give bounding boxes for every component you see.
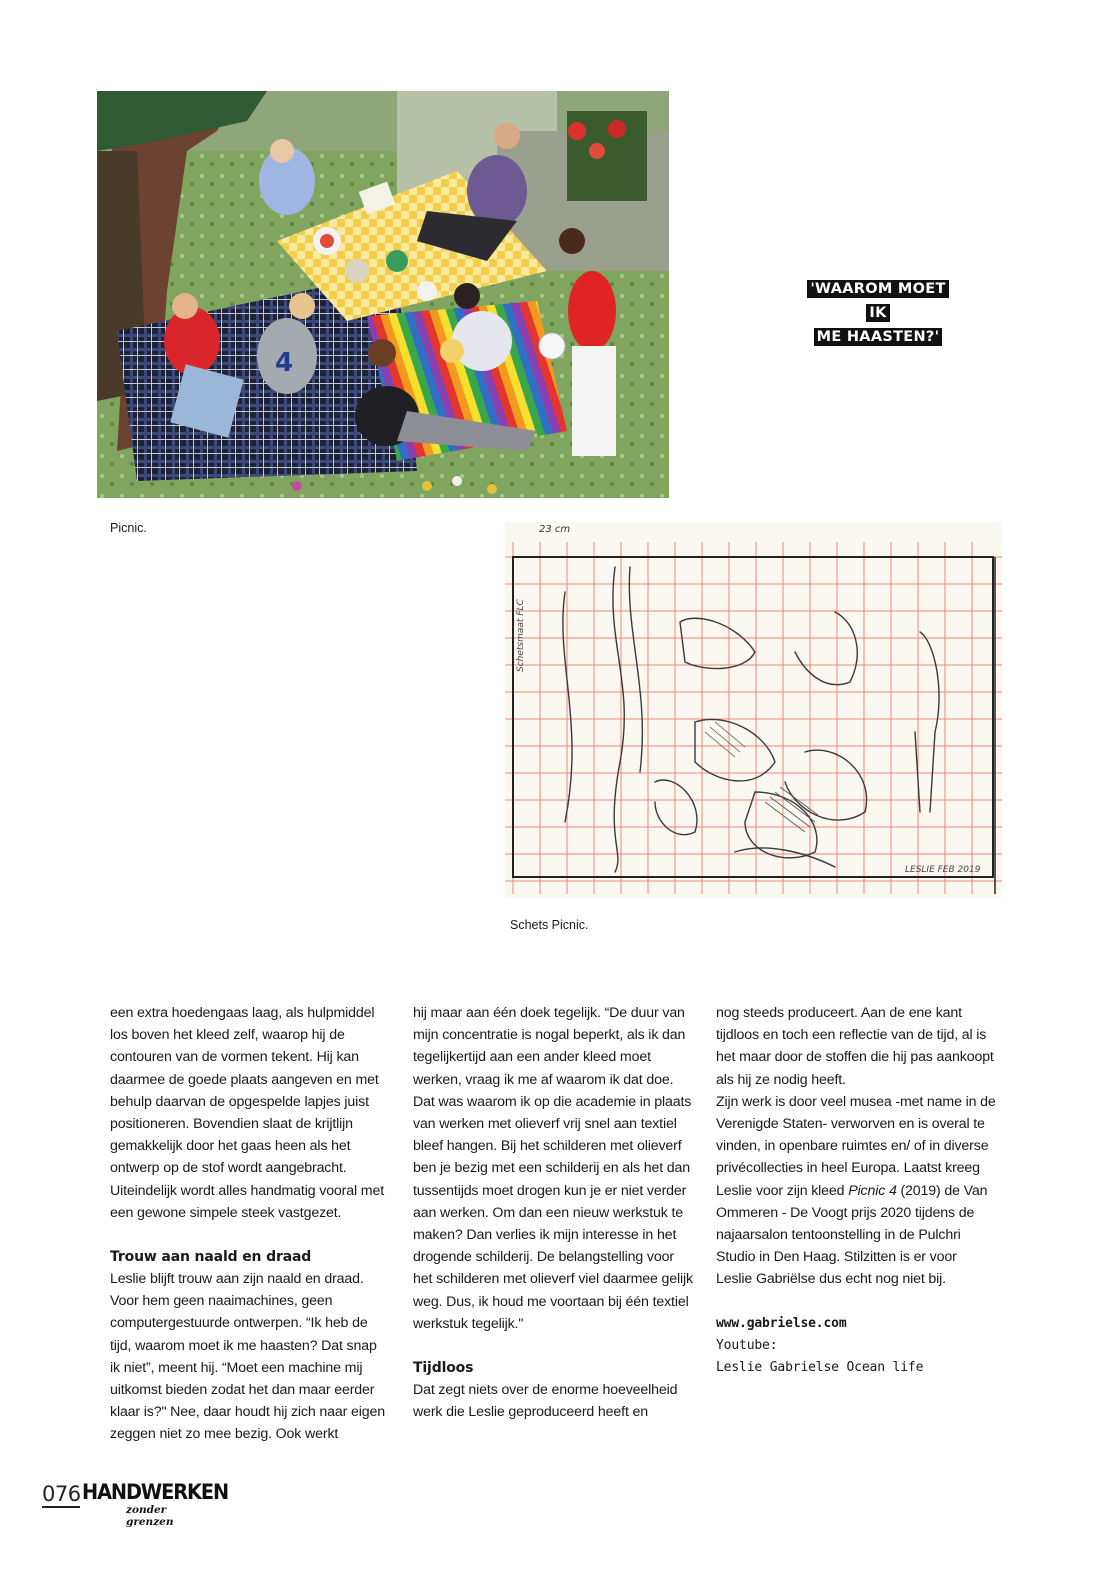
paragraph-part: (2019) de Van Ommeren - De Voogt prijs 2020 tijdens de najaarsalon tentoonstelling in de Pulchri Studio in Den Haag. Stilzitten is er voor Leslie Gabriëlse dus echt nog niet bij. [716,1182,988,1288]
picnic-artwork [97,91,669,498]
page-footer [42,1480,229,1528]
pull-quote-line-2: ME HAASTEN?' [814,328,943,346]
sketch-side-note: Schetsmaat FLC [516,599,526,672]
artwork-title: Picnic 4 [848,1182,897,1199]
picnic-sketch [505,522,1002,898]
paragraph [716,1091,996,1291]
sketch-signature: LESLIE FEB 2019 [905,865,981,875]
article-column-1 [110,1002,390,1446]
youtube-label: Youtube: [716,1337,778,1353]
subheading-trouw: Trouw aan naald en draad [110,1249,312,1266]
sketch-width-note: 23 cm [539,524,571,535]
svg-text:4: 4 [275,348,294,378]
magazine-title: HANDWERKEN [82,1480,229,1504]
page-number: 076 [42,1482,81,1506]
paragraph: nog steeds produceert. Aan de ene kant tijdloos en toch een reflectie van de tijd, al is het maar door de stoffen die hij pas aankoopt als hij ze nodig heeft. [716,1005,994,1088]
page-number-underline [42,1506,80,1508]
paragraph: hij maar aan één doek tegelijk. “De duur van mijn concentratie is nogal beperkt, als ik dan tegelijkertijd aan een ander kleed moet werken, vraag ik me af waarom ik dat doe. Dat was waarom ik op die academie in plaats van werken met olieverf vrij snel aan textiel bleef hangen. Bij het schilderen met olieverf ben je bezig met een schilderij en als het dan tussentijds moet drogen kun je er niet verder aan werken. Om dan een nieuw werkstuk te maken? Dan verlies ik mijn interesse in het drogende schilderij. De belangstelling voor het schilderen met olieverf viel daarmee gelijk weg. Dus, ik houd me voortaan bij één textiel werkstuk tegelijk." [413,1005,693,1332]
article-column-3 [716,1002,996,1379]
website-link[interactable]: www.gabrielse.com [716,1315,847,1331]
article-column-2 [413,1002,693,1423]
paragraph-part: Zijn werk is door veel musea -met name in de Verenigde Staten- verworven en is overal te vinden, in openbare ruimtes en/ of in diverse privécollecties in heel Europa. Laatst kreeg Leslie voor zijn kleed [716,1093,996,1199]
subheading-tijdloos: Tijdloos [413,1360,474,1377]
magazine-subtitle: zonder grenzen [126,1504,174,1528]
youtube-channel-link[interactable]: Leslie Gabrielse Ocean life [716,1359,924,1375]
paragraph: Leslie blijft trouw aan zijn naald en draad. Voor hem geen naaimachines, geen computergestuurde ontwerpen. “Ik heb de tijd, waarom moet ik me haasten? Dat snap ik niet”, meent hij. “Moet een machine mij uitkomst bieden zodat het dan maar eerder klaar is?" Nee, daar houdt hij zich naar eigen zeggen niet zo mee bezig. Ook werkt [110,1271,385,1443]
sketch-caption: Schets Picnic. [510,918,589,932]
paragraph: een extra hoedengaas laag, als hulpmiddel los boven het kleed zelf, waarop hij de contouren van de vormen tekent. Hij kan daarmee de goede plaats aangeven en met behulp daarvan de opgespelde lapjes juist positioneren. Bovendien slaat de krijtlijn gemakkelijk door het gaas heen als het ontwerp op de stof wordt aangebracht. Uiteindelijk wordt alles handmatig vooral met een gewone simpele steek vastgezet. [110,1005,384,1221]
pull-quote [798,277,958,349]
pull-quote-line-1: 'WAAROM MOET IK [807,280,948,322]
picnic-caption: Picnic. [110,521,147,535]
paragraph: Dat zegt niets over de enorme hoeveelheid werk die Leslie geproduceerd heeft en [413,1382,678,1421]
